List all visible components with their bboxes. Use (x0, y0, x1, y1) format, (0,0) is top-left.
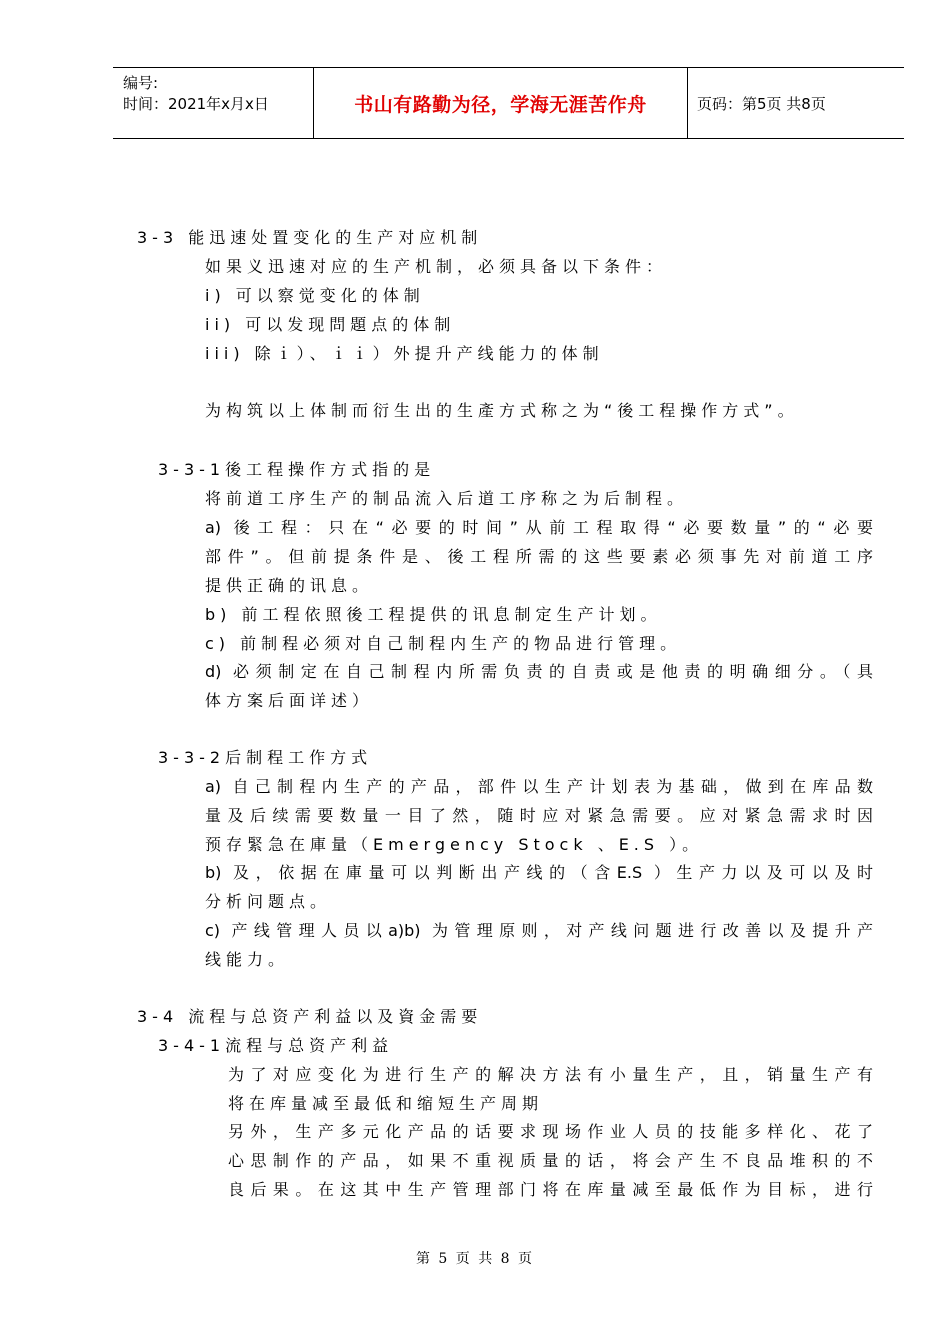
paragraph-line: a) 自己制程内生产的产品，部件以生产计划表为基础，做到在库品数 (205, 777, 873, 796)
page-footer: 第 5 页 共 8 页 (415, 1251, 535, 1267)
paragraph-line: 预存緊急在庫量（Emergency Stock 、E.S ）。 (205, 835, 704, 854)
paragraph-line: 心思制作的产品，如果不重视质量的话，将会产生不良品堆积的不 (228, 1151, 873, 1170)
header-page-number: 页码：第5页 共8页 (697, 95, 826, 113)
paragraph-line: 为构筑以上体制而衍生出的生產方式称之为“後工程操作方式”。 (205, 401, 799, 420)
paragraph-line: 体方案后面详述） (205, 691, 374, 710)
paragraph-line: 将前道工序生产的制品流入后道工序称之为后制程。 (205, 489, 689, 508)
list-item: ii) 可以发现問題点的体制 (205, 315, 456, 334)
paragraph-line: 量及后续需要数量一目了然，随时应对紧急需要。应对紧急需求时因 (205, 806, 873, 825)
paragraph-line: d) 必须制定在自己制程内所需负责的自责或是他责的明确细分。（具 (205, 662, 873, 681)
list-item: i) 可以察觉变化的体制 (205, 286, 425, 305)
paragraph-line: c) 产线管理人员以a)b) 为管理原则，对产线问题进行改善以及提升产 (205, 921, 873, 940)
list-item: c) 前制程必须对自己制程内生产的物品进行管理。 (205, 634, 682, 653)
paragraph-line: 部件”。但前提条件是、後工程所需的这些要素必须事先对前道工序 (205, 547, 873, 566)
page-header (113, 67, 904, 139)
paragraph-line: a) 後工程：只在“必要的时间”从前工程取得“必要数量”的“必要 (205, 518, 873, 537)
header-time: 时间：2021年x月x日 (123, 95, 269, 113)
paragraph-line: 将在库量减至最低和缩短生产周期 (228, 1094, 544, 1113)
section-heading-3-4: 3-4 流程与总资产利益以及資金需要 (137, 1007, 483, 1026)
section-heading-3-3: 3-3 能迅速处置变化的生产对应机制 (137, 228, 483, 247)
section-heading-3-3-1: 3-3-1後工程操作方式指的是 (158, 460, 436, 479)
paragraph-line: 线能力。 (205, 950, 290, 969)
header-motto: 书山有路勤为径，学海无涯苦作舟 (354, 94, 647, 116)
list-item: iii) 除ｉ）、ｉｉ）外提升产线能力的体制 (205, 344, 604, 363)
section-heading-3-3-2: 3-3-2后制程工作方式 (158, 748, 373, 767)
paragraph-line: b) 及，依据在庫量可以判断出产线的（含E.S ）生产力以及可以及时 (205, 863, 873, 882)
paragraph-line: 提供正确的讯息。 (205, 576, 374, 595)
section-heading-3-4-1: 3-4-1流程与总资产利益 (158, 1036, 394, 1055)
paragraph-line: 为了对应变化为进行生产的解决方法有小量生产，且，销量生产有 (228, 1065, 873, 1084)
paragraph-line: 如果义迅速对应的生产机制，必须具备以下条件： (205, 257, 668, 276)
header-divider-2 (687, 68, 688, 138)
list-item: b) 前工程依照後工程提供的讯息制定生产计划。 (205, 605, 662, 624)
paragraph-line: 良后果。在这其中生产管理部门将在库量减至最低作为目标，进行 (228, 1180, 873, 1199)
paragraph-line: 分析问题点。 (205, 892, 332, 911)
header-number: 编号: (123, 74, 159, 92)
header-meta (123, 73, 269, 115)
paragraph-line: 另外，生产多元化产品的话要求现场作业人员的技能多样化、花了 (228, 1122, 873, 1141)
